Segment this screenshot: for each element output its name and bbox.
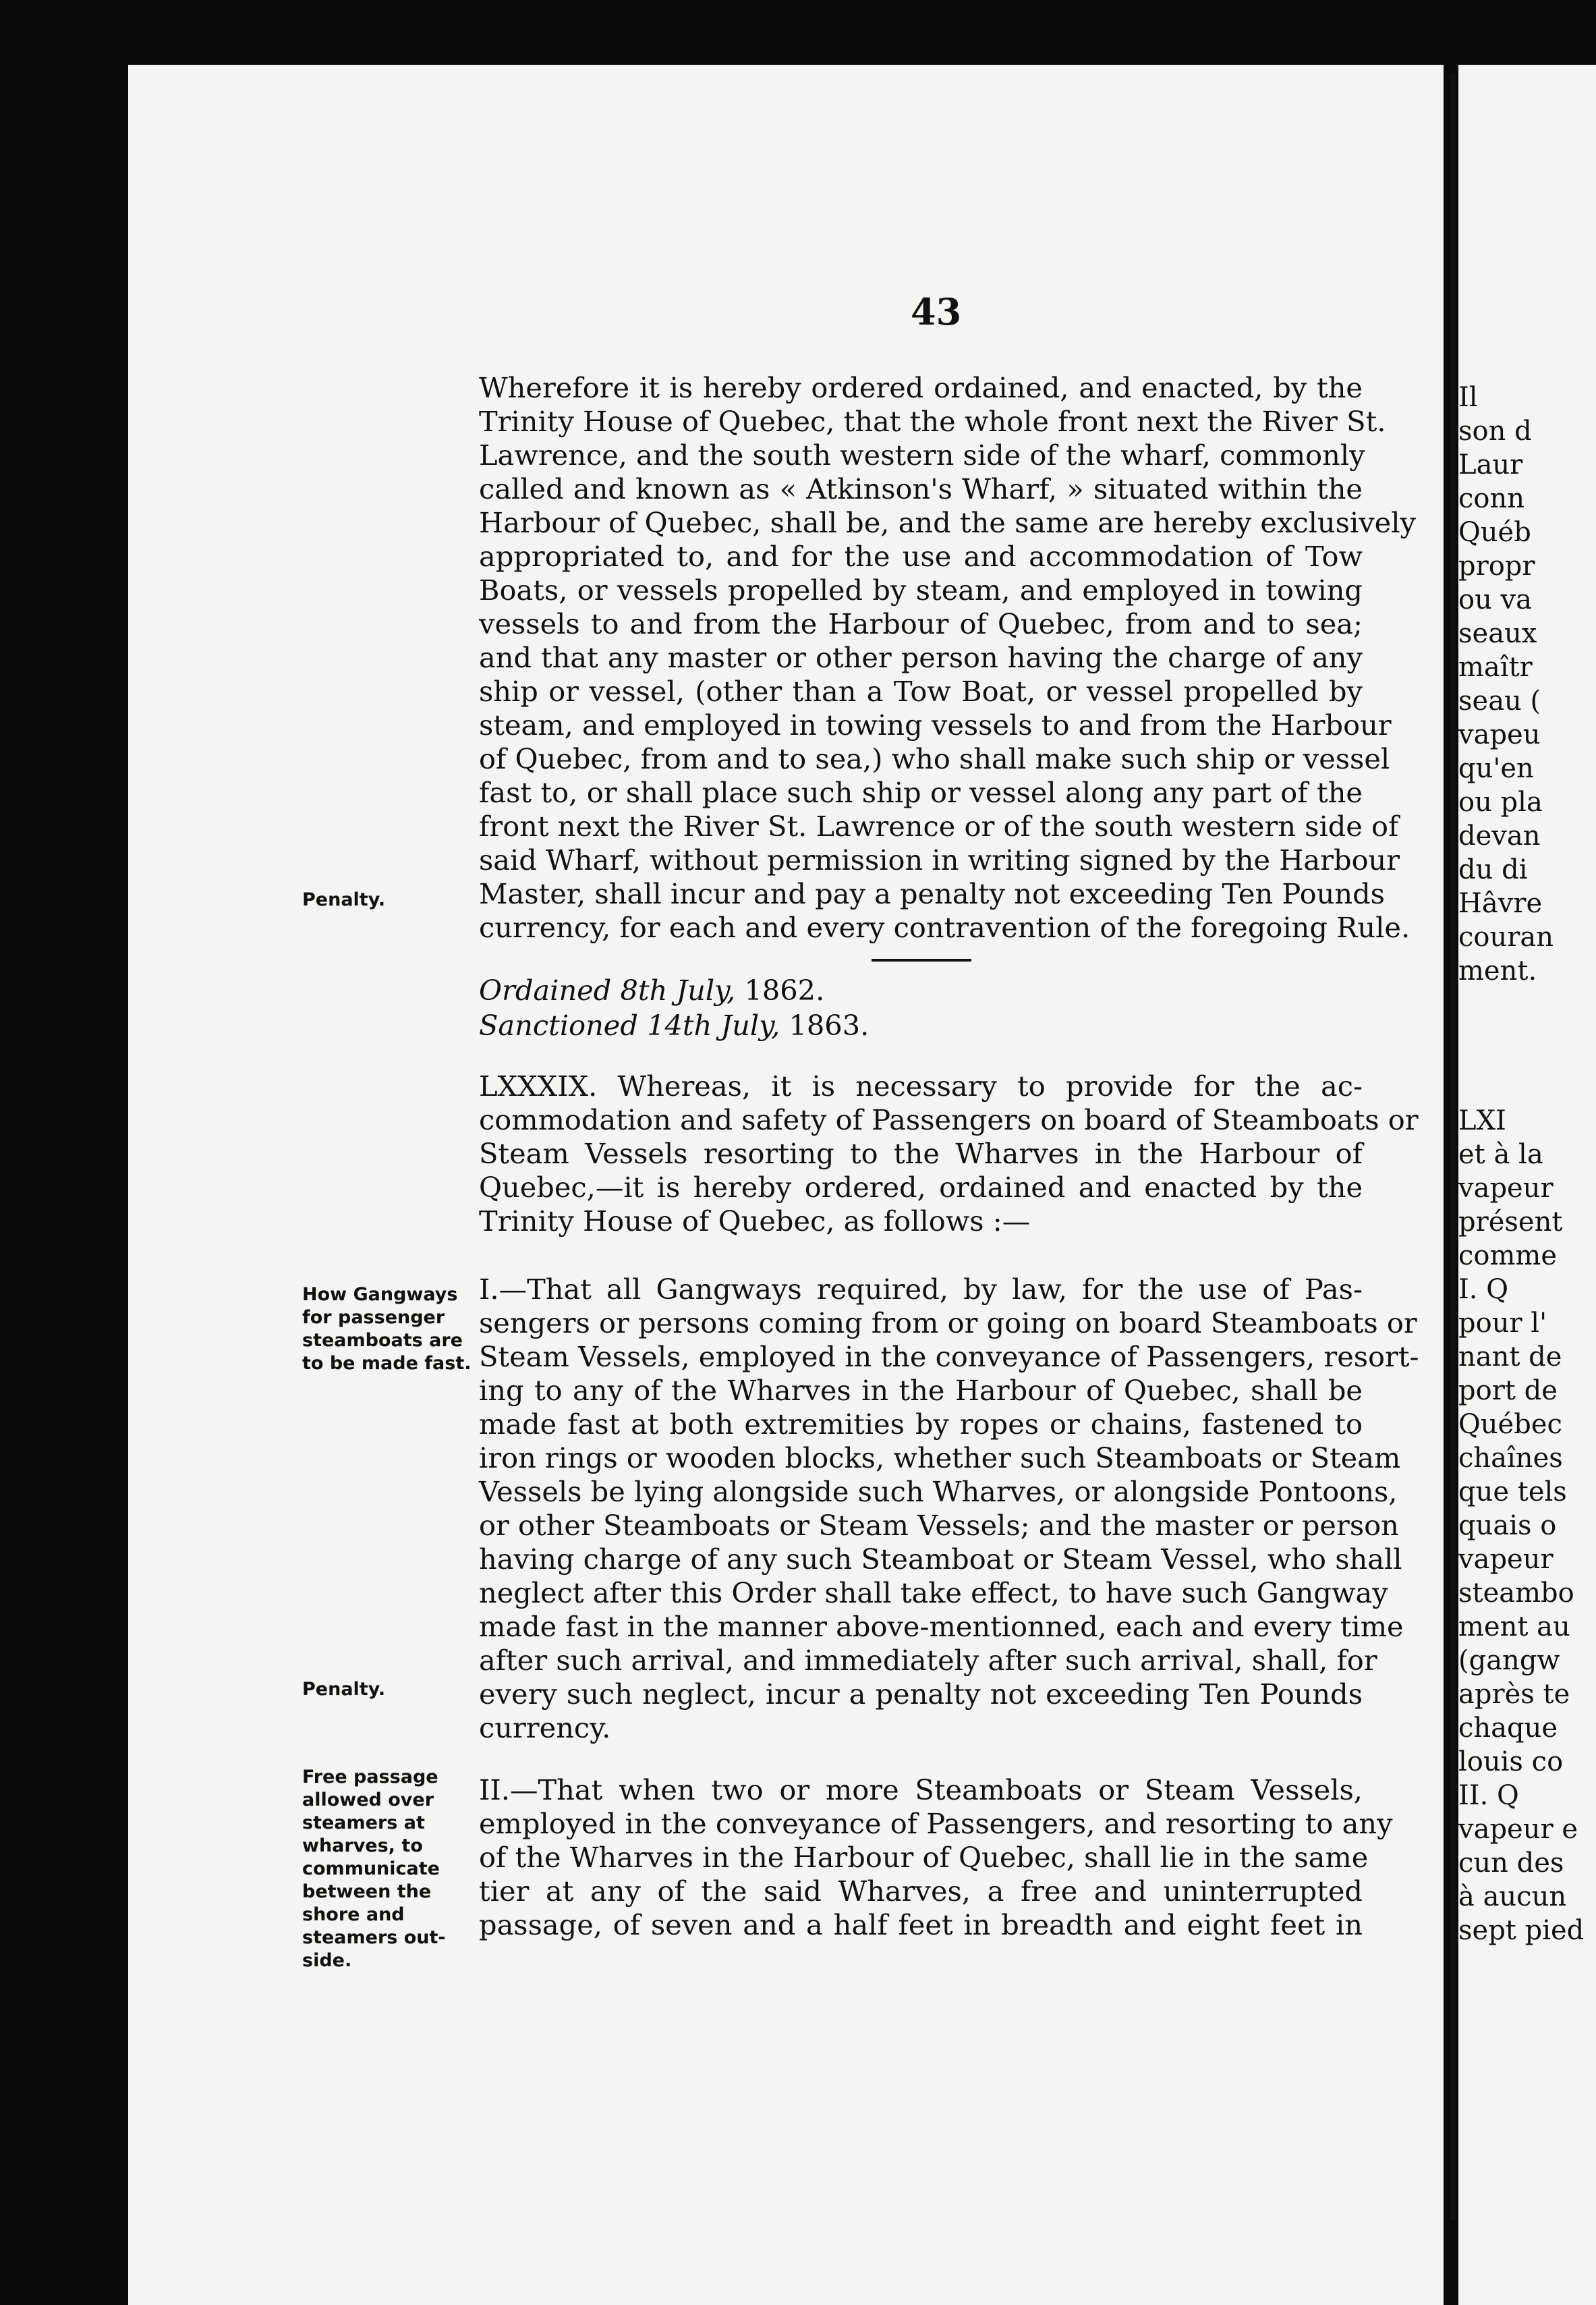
ordained-year: 1862.: [744, 974, 825, 1007]
text-line: iron rings or wooden blocks, whether such Steamboats or Steam: [479, 1441, 1401, 1474]
facing-line: comme: [1458, 1240, 1558, 1271]
facing-line: Hâvre: [1458, 888, 1543, 919]
dates-block: [479, 973, 869, 1043]
text-line: appropriated to, and for the use and accommodation of Tow: [479, 540, 1363, 573]
text-line: tier at any of the said Wharves, a free and uninterrupted: [479, 1874, 1363, 1908]
facing-line: steambo: [1458, 1578, 1574, 1609]
facing-line: devan: [1458, 821, 1541, 852]
facing-line: vapeu: [1458, 719, 1541, 750]
text-line: made fast in the manner above-mentionned, each and every time: [479, 1610, 1404, 1643]
text-line: made fast at both extremities by ropes or chains, fastened to: [479, 1408, 1363, 1441]
facing-line: port de: [1458, 1375, 1558, 1406]
facing-line: conn: [1458, 483, 1525, 514]
text-line: or other Steamboats or Steam Vessels; and the master or person: [479, 1509, 1399, 1542]
text-line: currency, for each and every contravention of the foregoing Rule.: [479, 911, 1410, 944]
margin-line: steamers out-: [302, 1927, 446, 1948]
facing-line: propr: [1458, 551, 1535, 582]
facing-line: ment au: [1458, 1611, 1570, 1642]
facing-line: ment.: [1458, 955, 1537, 987]
margin-note-free-passage: [302, 1766, 446, 1972]
sanctioned-label: Sanctioned 14th July,: [479, 1009, 780, 1042]
facing-line: chaînes: [1458, 1443, 1563, 1474]
facing-line: seaux: [1458, 618, 1537, 649]
facing-line: ou va: [1458, 584, 1533, 615]
text-line: commodation and safety of Passengers on board of Steamboats or: [479, 1103, 1419, 1136]
facing-page-top-text: [1458, 381, 1596, 988]
sanctioned-year: 1863.: [789, 1009, 870, 1042]
text-line: I.—That all Gangways required, by law, for the use of Pas-: [479, 1273, 1363, 1306]
text-line: steam, and employed in towing vessels to and from the Harbour: [479, 709, 1392, 742]
ordained-date: [479, 973, 869, 1008]
facing-line: vapeur: [1458, 1544, 1554, 1575]
margin-line: shore and: [302, 1904, 405, 1925]
text-line: ship or vessel, (other than a Tow Boat, or vessel propelled by: [479, 675, 1363, 708]
facing-page-bottom-text: [1458, 1104, 1596, 1947]
facing-line: sept pied: [1458, 1915, 1585, 1946]
facing-line: Québ: [1458, 517, 1531, 548]
text-line: Trinity House of Quebec, as follows :—: [479, 1204, 1031, 1238]
facing-line: cun des: [1458, 1848, 1564, 1879]
section-divider: [872, 959, 971, 962]
text-line: Trinity House of Quebec, that the whole front next the River St.: [479, 405, 1386, 438]
facing-line: présent: [1458, 1206, 1563, 1238]
facing-line: quais o: [1458, 1510, 1557, 1541]
margin-line: allowed over: [302, 1789, 434, 1810]
text-line: II.—That when two or more Steamboats or Steam Vessels,: [479, 1773, 1363, 1806]
facing-line: Québec: [1458, 1409, 1562, 1440]
margin-line: steamers at: [302, 1812, 425, 1833]
margin-line: side.: [302, 1950, 352, 1971]
paragraph-rule-ii: [479, 1773, 1393, 1942]
facing-line: vapeur e: [1458, 1814, 1578, 1845]
text-line: Harbour of Quebec, shall be, and the same are hereby exclusively: [479, 506, 1416, 539]
facing-line: pour l': [1458, 1308, 1547, 1339]
text-line: of Quebec, from and to sea,) who shall make such ship or vessel: [479, 742, 1390, 775]
text-line: Master, shall incur and pay a penalty not exceeding Ten Pounds: [479, 877, 1385, 910]
text-line: of the Wharves in the Harbour of Quebec, shall lie in the same: [479, 1841, 1369, 1874]
facing-line: Il: [1458, 382, 1478, 413]
facing-line: seau (: [1458, 686, 1541, 717]
text-line: passage, of seven and a half feet in breadth and eight feet in: [479, 1908, 1363, 1941]
text-line: Lawrence, and the south western side of the wharf, commonly: [479, 439, 1365, 472]
margin-line: for passenger: [302, 1307, 445, 1328]
facing-line: I. Q: [1458, 1274, 1509, 1305]
facing-line: qu'en: [1458, 753, 1534, 784]
text-line: employed in the conveyance of Passengers, and resorting to any: [479, 1807, 1393, 1840]
facing-line: du di: [1458, 854, 1528, 885]
facing-line: que tels: [1458, 1476, 1567, 1507]
text-line: LXXXIX. Whereas, it is necessary to provide for the ac-: [479, 1070, 1363, 1103]
facing-line: vapeur: [1458, 1173, 1554, 1204]
facing-line: après te: [1458, 1679, 1570, 1710]
facing-line: LXI: [1458, 1105, 1506, 1136]
facing-line: son d: [1458, 416, 1532, 447]
text-line: ing to any of the Wharves in the Harbour of Quebec, shall be: [479, 1374, 1363, 1407]
page-number: 43: [911, 290, 962, 333]
margin-line: to be made fast.: [302, 1353, 472, 1374]
text-line: having charge of any such Steamboat or Steam Vessel, who shall: [479, 1543, 1402, 1576]
facing-page: [1458, 65, 1596, 2305]
text-line: currency.: [479, 1711, 611, 1744]
ordained-label: Ordained 8th July,: [479, 974, 736, 1007]
text-line: every such neglect, incur a penalty not exceeding Ten Pounds: [479, 1677, 1363, 1711]
text-line: Vessels be lying alongside such Wharves, or alongside Pontoons,: [479, 1475, 1398, 1508]
text-line: after such arrival, and immediately after such arrival, shall, for: [479, 1644, 1377, 1677]
facing-line: (gangw: [1458, 1645, 1560, 1676]
facing-line: II. Q: [1458, 1780, 1519, 1811]
margin-line: How Gangways: [302, 1284, 458, 1305]
paragraph-wherefore: [479, 371, 1416, 945]
margin-note-gangways: [302, 1283, 472, 1375]
facing-line: louis co: [1458, 1746, 1564, 1777]
facing-line: chaque: [1458, 1713, 1558, 1744]
text-line: neglect after this Order shall take effect, to have such Gangway: [479, 1576, 1388, 1609]
paragraph-lxxxix: [479, 1070, 1419, 1238]
facing-line: maîtr: [1458, 652, 1533, 683]
facing-line: Laur: [1458, 449, 1523, 480]
text-line: sengers or persons coming from or going on board Steamboats or: [479, 1306, 1417, 1339]
text-line: and that any master or other person having the charge of any: [479, 641, 1363, 674]
text-line: said Wharf, without permission in writing signed by the Harbour: [479, 843, 1400, 877]
paragraph-rule-i: [479, 1273, 1419, 1745]
text-line: Quebec,—it is hereby ordered, ordained and enacted by the: [479, 1171, 1363, 1204]
page-gutter: [1450, 74, 1456, 2220]
text-line: called and known as « Atkinson's Wharf, » situated within the: [479, 472, 1363, 505]
text-line: Steam Vessels resorting to the Wharves in the Harbour of: [479, 1137, 1363, 1170]
margin-note-penalty-2: Penalty.: [302, 1679, 386, 1700]
margin-line: wharves, to: [302, 1835, 423, 1856]
margin-line: Free passage: [302, 1767, 438, 1787]
facing-line: et à la: [1458, 1139, 1543, 1170]
text-line: Wherefore it is hereby ordered ordained, and enacted, by the: [479, 371, 1363, 404]
facing-line: nant de: [1458, 1341, 1562, 1372]
text-line: Boats, or vessels propelled by steam, and employed in towing: [479, 574, 1363, 607]
text-line: front next the River St. Lawrence or of the south western side of: [479, 810, 1399, 843]
margin-line: between the: [302, 1881, 432, 1902]
facing-line: couran: [1458, 922, 1554, 953]
margin-line: steamboats are: [302, 1330, 463, 1351]
sanctioned-date: [479, 1008, 869, 1043]
text-line: Steam Vessels, employed in the conveyance of Passengers, resort-: [479, 1340, 1419, 1373]
facing-line: ou pla: [1458, 787, 1543, 818]
text-line: vessels to and from the Harbour of Quebec, from and to sea;: [479, 607, 1363, 640]
text-line: fast to, or shall place such ship or vessel along any part of the: [479, 776, 1363, 809]
margin-note-penalty: Penalty.: [302, 889, 386, 910]
margin-line: communicate: [302, 1858, 440, 1879]
facing-line: à aucun: [1458, 1881, 1567, 1912]
